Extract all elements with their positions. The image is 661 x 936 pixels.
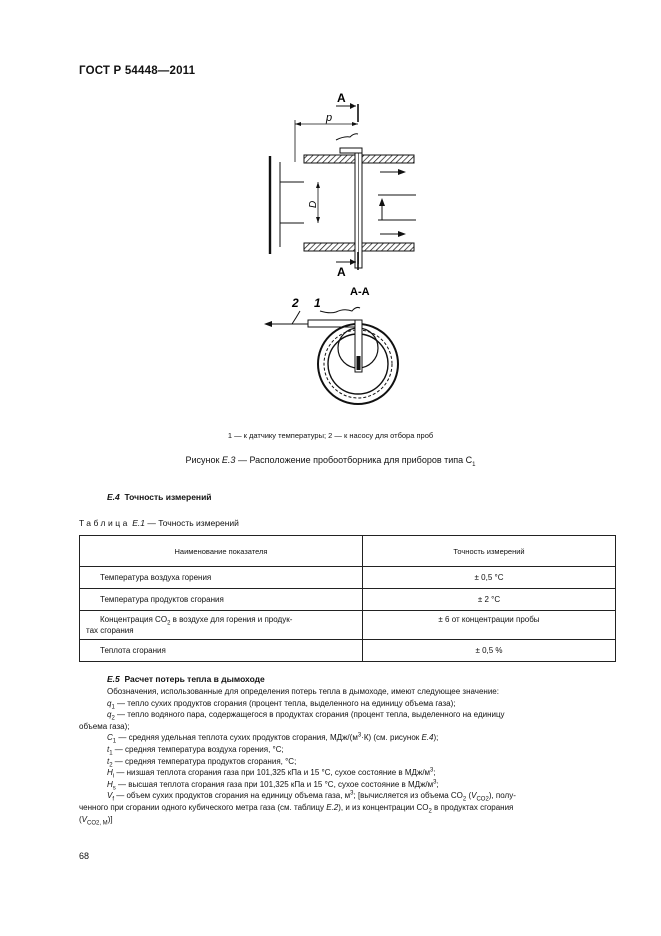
label-section-aa: А-А	[350, 286, 370, 298]
paragraph-c1: $C_1$ — средняя удельная теплота сухих продуктов сгорания, МДж/$(м^3\cdot К)$ (см. рисунок Е.4);	[107, 732, 439, 745]
table-header-cell: Наименование показателя	[80, 536, 363, 567]
table-cell: ± 2 °С	[363, 589, 616, 611]
body-text	[79, 686, 616, 825]
document-header: ГОСТ Р 54448—2011	[79, 65, 196, 77]
label-2: 2	[292, 296, 299, 310]
table-cell: Температура продуктов сгорания	[80, 589, 363, 611]
paragraph-hs: $H_s$ — высшая теплота сгорания газа при 101,325 кПа и 15 °С, сухое состояние в МДж/$м^3$;	[107, 779, 439, 792]
table-cell: Концентрация $CO_2$ в воздухе для горения и продук- тах сгорания	[80, 611, 363, 640]
figure-legend: 1 — к датчику температуры; 2 — к насосу для отбора проб	[227, 431, 434, 440]
paragraph-intro: Обозначения, использованные для определения потерь тепла в дымоходе, имеют следующее значение:	[107, 687, 499, 696]
sensor-wire-section	[320, 307, 360, 312]
flow-arrows	[379, 169, 406, 237]
paragraph-q2-cont: объема газа);	[79, 721, 130, 731]
paragraph-t1: $t_1$ — средняя температура воздуха горения, °С;	[107, 744, 284, 757]
label-p: p	[326, 112, 333, 124]
table-cell: ± 0,5 °С	[363, 567, 616, 589]
paragraph-vf-cont2: $(V_{CO2, M})$]	[79, 814, 113, 827]
table-cell: Теплота сгорания	[80, 640, 363, 662]
table-row	[80, 567, 616, 589]
paragraph-vf: $V_f$ — объем сухих продуктов сгорания на единицу объема газа, $м^3$; [вычисляется из объема $CO_2$ $(V_{CO2})$, полу-	[107, 790, 516, 803]
table-row	[80, 589, 616, 611]
section-e5-heading: Е.5 Расчет потерь тепла в дымоходе	[107, 674, 265, 684]
paragraph-vf-cont: ченного при сгорании одного кубического метра газа (см. таблицу Е.2), и из концентрации $CO_2$ в продуктах сгорания	[79, 802, 514, 815]
label-d: D	[308, 200, 319, 208]
table-header-row	[80, 536, 616, 567]
section-marker-top	[336, 103, 358, 122]
paragraph-q1: $q_1$ — тепло сухих продуктов сгорания (процент тепла, выделенного на единицу объема газа);	[107, 698, 456, 711]
label-1: 1	[314, 296, 321, 310]
table-cell: Температура воздуха горения	[80, 567, 363, 589]
table-header-cell: Точность измерений	[363, 536, 616, 567]
sensor-wire	[336, 134, 358, 140]
paragraph-hi: $H_i$ — низшая теплота сгорания газа при 101,325 кПа и 15 °С, сухое состояние в МДж/$м^3$;	[107, 767, 436, 780]
probe-diagram	[240, 92, 440, 412]
accuracy-table	[79, 535, 616, 662]
figure-caption: Рисунок Е.3 — Расположение пробоотборника для приборов типа $С_1$	[185, 455, 476, 468]
table-row	[80, 611, 616, 640]
label-a-top: A	[337, 92, 346, 105]
table-cell: ± 0,5 %	[363, 640, 616, 662]
page-number: 68	[79, 851, 90, 861]
table-caption: Таблица Е.1 — Точность измерений	[79, 518, 239, 528]
section-e4-heading: Е.4 Точность измерений	[107, 492, 212, 502]
paragraph-q2: $q_2$ — тепло водяного пара, содержащегося в продуктах сгорания (процент тепла, выделенного на единицу	[107, 710, 505, 722]
label-a-bottom: A	[337, 265, 346, 279]
table-cell: ± 6 от концентрации пробы	[363, 611, 616, 640]
table-row	[80, 640, 616, 662]
paragraph-t2: $t_2$ — средняя температура продуктов сгорания, °С;	[107, 756, 297, 769]
